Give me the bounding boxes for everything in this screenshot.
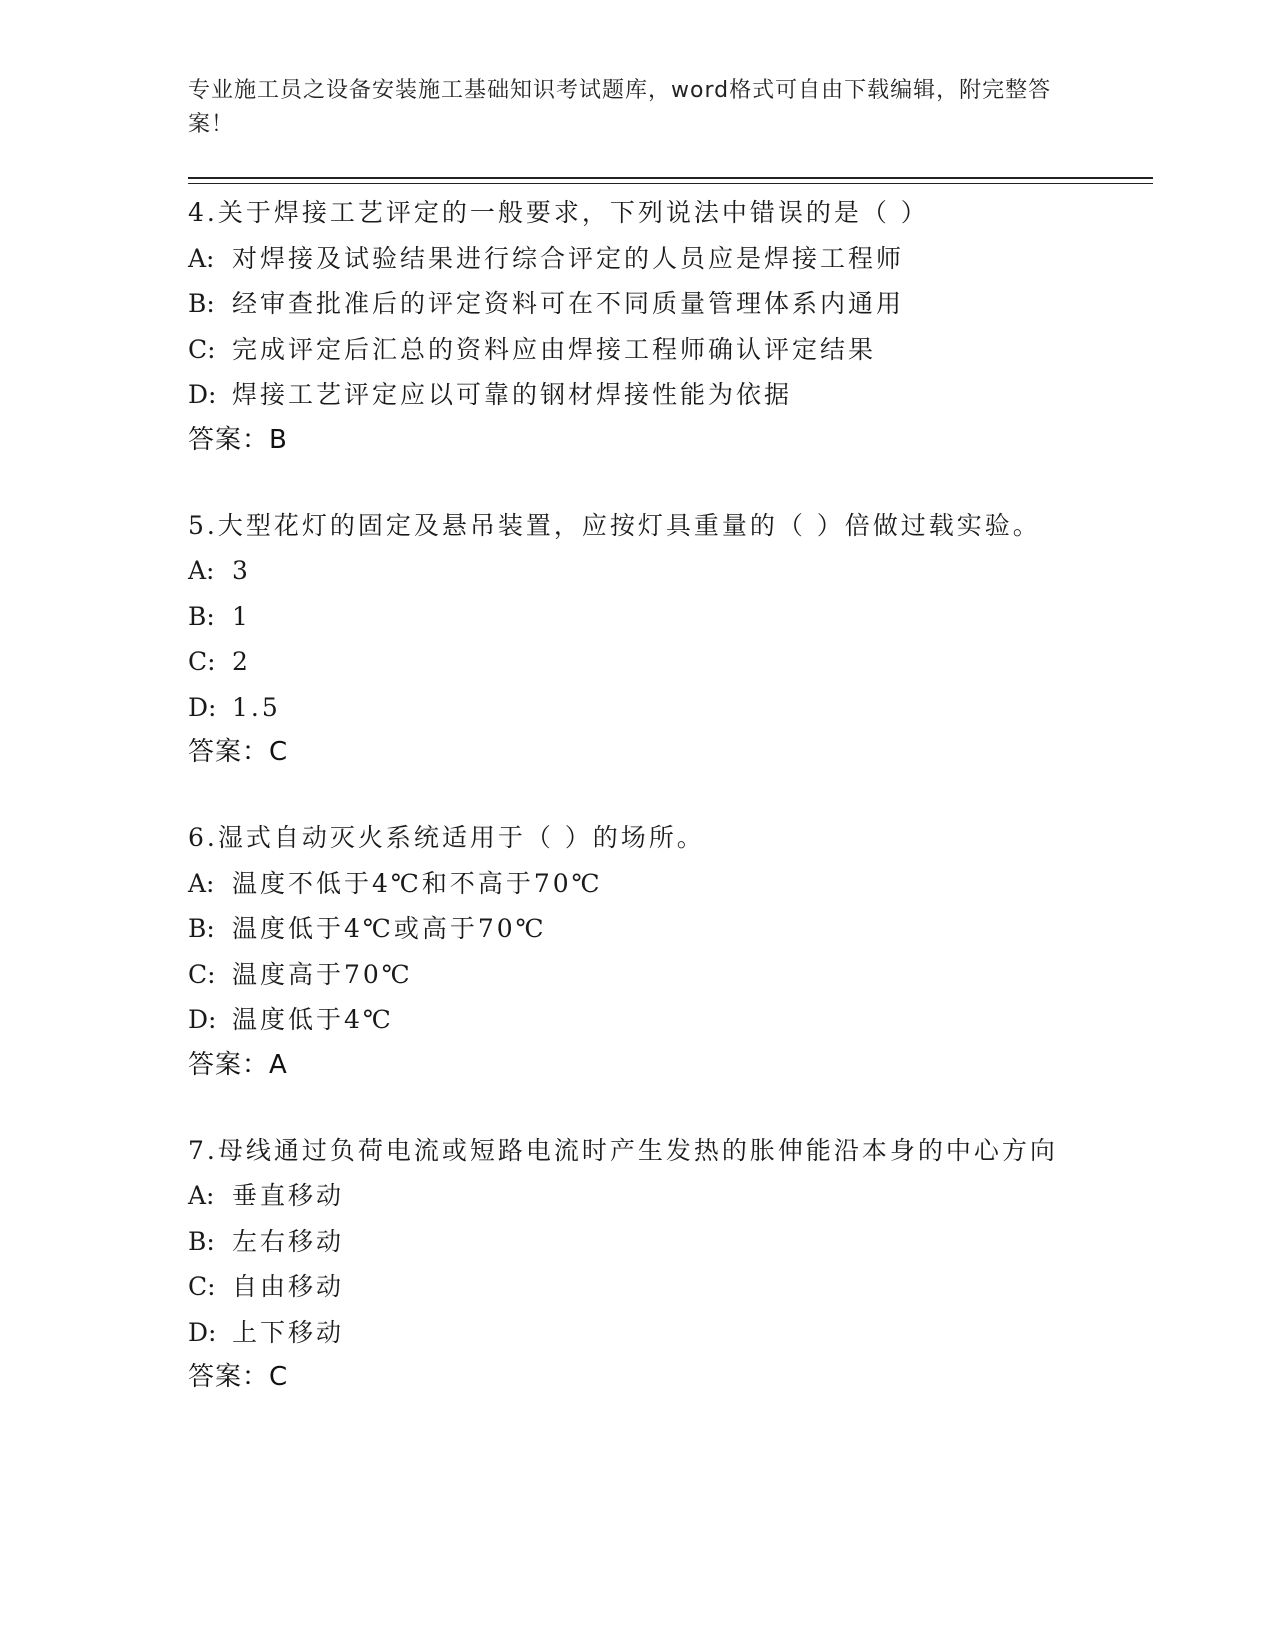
question-number: 5. <box>188 510 218 540</box>
option-text: 1 <box>232 601 251 631</box>
question-4 <box>188 190 1148 463</box>
header-rule-secondary <box>188 183 1153 184</box>
option-text: 自由移动 <box>232 1272 345 1301</box>
option-letter: A: <box>188 868 215 898</box>
option-text: 上下移动 <box>232 1317 345 1347</box>
option-c <box>188 952 1148 998</box>
option-text: 左右移动 <box>232 1226 345 1256</box>
option-text: 温度高于70℃ <box>232 959 413 989</box>
option-c <box>188 327 1148 373</box>
option-d <box>188 997 1148 1043</box>
header-rule <box>188 177 1153 179</box>
option-text: 对焊接及试验结果进行综合评定的人员应是焊接工程师 <box>232 243 905 273</box>
question-stem <box>188 190 1148 236</box>
question-stem <box>188 1128 1058 1174</box>
option-text: 1.5 <box>232 692 281 722</box>
question-6 <box>188 815 1148 1088</box>
option-letter: B: <box>188 1226 215 1256</box>
option-text: 3 <box>232 556 251 585</box>
question-text: 母线通过负荷电流或短路电流时产生发热的胀伸能沿本身的中心方向 <box>217 1135 1058 1165</box>
question-number: 7. <box>188 1135 218 1165</box>
answer-line: 答案：B <box>188 424 288 455</box>
option-letter: B: <box>188 601 215 631</box>
option-text: 完成评定后汇总的资料应由焊接工程师确认评定结果 <box>232 334 877 364</box>
option-letter: C: <box>188 1272 216 1301</box>
option-b <box>188 1219 1148 1265</box>
question-list <box>188 190 1148 1440</box>
question-text: 关于焊接工艺评定的一般要求，下列说法中错误的是（ ） <box>217 198 929 227</box>
question-text: 湿式自动灭火系统适用于（ ）的场所。 <box>217 823 705 852</box>
option-text: 温度不低于4℃和不高于70℃ <box>232 868 603 898</box>
option-letter: B: <box>188 289 215 318</box>
question-7 <box>188 1128 1148 1401</box>
option-text: 垂直移动 <box>232 1181 345 1210</box>
question-text: 大型花灯的固定及悬吊装置，应按灯具重量的（ ）倍做过载实验。 <box>217 510 1041 540</box>
option-letter: D: <box>188 692 217 722</box>
option-letter: C: <box>188 647 216 676</box>
option-letter: B: <box>188 914 215 943</box>
option-b <box>188 281 1148 327</box>
option-letter: C: <box>188 334 216 364</box>
option-letter: D: <box>188 1317 217 1347</box>
option-a <box>188 236 1148 282</box>
option-letter: A: <box>188 243 215 273</box>
question-stem <box>188 503 1148 549</box>
answer-line: 答案：A <box>188 1049 288 1080</box>
option-letter: D: <box>188 1005 217 1034</box>
answer-line: 答案：C <box>188 1362 289 1392</box>
document-header: 专业施工员之设备安装施工基础知识考试题库，word格式可自由下载编辑，附完整答案！ <box>188 78 1052 137</box>
option-text: 温度低于4℃ <box>232 1005 394 1034</box>
option-d <box>188 1310 1148 1356</box>
question-number: 4. <box>188 198 218 227</box>
question-number: 6. <box>188 823 218 852</box>
option-a <box>188 548 1148 594</box>
option-b <box>188 594 1148 640</box>
option-text: 焊接工艺评定应以可靠的钢材焊接性能为依据 <box>232 380 793 409</box>
option-text: 2 <box>232 647 251 676</box>
option-d <box>188 685 1148 731</box>
option-text: 温度低于4℃或高于70℃ <box>232 914 547 943</box>
option-b <box>188 906 1148 952</box>
option-text: 经审查批准后的评定资料可在不同质量管理体系内通用 <box>232 289 905 318</box>
answer-line: 答案：C <box>188 737 289 767</box>
option-letter: A: <box>188 556 215 585</box>
option-c <box>188 639 1148 685</box>
question-stem <box>188 815 1148 861</box>
option-letter: D: <box>188 380 217 409</box>
option-a <box>188 861 1148 907</box>
option-d <box>188 372 1148 418</box>
question-5 <box>188 503 1148 776</box>
option-letter: A: <box>188 1181 215 1210</box>
option-c <box>188 1264 1148 1310</box>
option-a <box>188 1173 1148 1219</box>
option-letter: C: <box>188 959 216 989</box>
